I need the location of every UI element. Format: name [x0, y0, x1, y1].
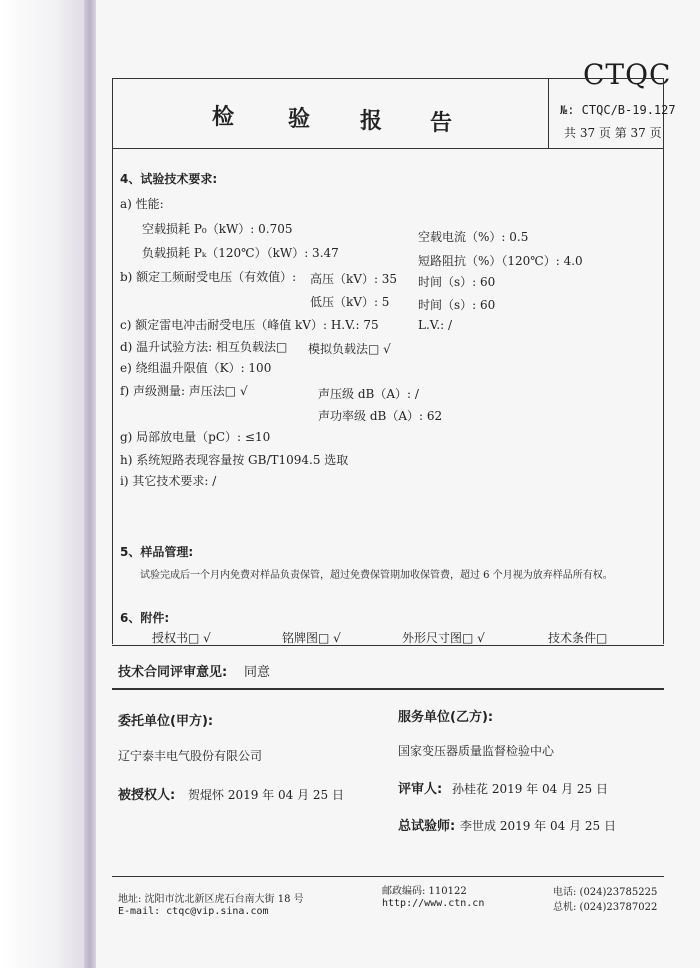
simulated-load-option: 模拟负载法□ √ — [308, 342, 391, 356]
section6-heading: 6、附件: — [120, 611, 170, 625]
section4-heading: 4、试验技术要求: — [120, 172, 218, 186]
title-char-2: 验 — [288, 107, 311, 132]
parties-top-rule — [112, 688, 664, 690]
report-number: №: CTQC/B-19.127 — [560, 103, 676, 117]
attachment-outline-drawing: 外形尺寸图□ √ — [402, 631, 485, 645]
header-divider — [548, 78, 549, 148]
title-char-4: 告 — [430, 111, 453, 136]
title-char-3: 报 — [360, 109, 383, 134]
contract-review-label: 技术合同评审意见: — [118, 665, 228, 680]
performance-label: a) 性能: — [120, 197, 164, 211]
header-bottom-rule — [112, 148, 664, 149]
short-circuit-impedance: 短路阻抗（%）（120℃）: 4.0 — [418, 254, 583, 268]
chief-tester-signature-date: 李世成 2019 年 04 月 25 日 — [460, 819, 616, 833]
service-provider-name: 国家变压器质量监督检验中心 — [398, 744, 555, 758]
footer-phone: 电话: (024)23785225 — [553, 887, 658, 898]
frame-right-border — [663, 78, 664, 644]
sound-pressure-level: 声压级 dB（A）: / — [318, 387, 419, 401]
no-load-current: 空载电流（%）: 0.5 — [418, 230, 529, 244]
section5-heading: 5、样品管理: — [120, 545, 194, 559]
contract-review-value: 同意 — [244, 665, 271, 680]
client-name: 辽宁泰丰电气股份有限公司 — [118, 749, 263, 763]
frame-left-border — [112, 78, 113, 644]
power-frequency-withstand: b) 额定工频耐受电压（有效值）: — [120, 270, 297, 284]
header-top-rule — [112, 78, 664, 79]
reviewer-signature-date: 孙桂花 2019 年 04 月 25 日 — [452, 782, 608, 796]
reviewer-label: 评审人: — [398, 782, 443, 797]
attachment-authorization: 授权书□ √ — [152, 631, 211, 645]
lv-withstand-voltage: 低压（kV）: 5 — [310, 295, 390, 309]
title-char-1: 检 — [212, 105, 235, 130]
footer-address: 地址: 沈阳市沈北新区虎石台南大街 18 号 — [118, 894, 304, 905]
page-count: 共 37 页 第 37 页 — [564, 126, 662, 140]
hv-withstand-voltage: 高压（kV）: 35 — [310, 272, 398, 286]
footer-postcode: 邮政编码: 110122 — [382, 886, 467, 897]
service-provider-label: 服务单位(乙方): — [398, 710, 494, 725]
client-label: 委托单位(甲方): — [118, 714, 214, 729]
footer-rule — [112, 876, 664, 877]
temperature-rise-method: d) 温升试验方法: 相互负载法□ — [120, 340, 288, 354]
attachment-nameplate: 铭牌图□ √ — [282, 631, 341, 645]
brand-logo-text: CTQC — [583, 58, 672, 91]
chief-tester-label: 总试验师: — [398, 819, 456, 834]
lightning-impulse-withstand: c) 额定雷电冲击耐受电压（峰值 kV）: H.V.: 75 — [120, 318, 379, 332]
sample-management-text: 试验完成后一个月内免费对样品负责保管，超过免费保管期加收保管费，超过 6 个月视为放弃样品所有权。 — [140, 570, 613, 581]
lv-withstand-time: 时间（s）: 60 — [418, 298, 496, 312]
attachment-technical-conditions: 技术条件□ — [548, 631, 608, 645]
sound-level-measurement: f) 声级测量: 声压法□ √ — [120, 384, 248, 398]
winding-temperature-rise-limit: e) 绕组温升限值（K）: 100 — [120, 361, 272, 375]
sound-power-level: 声功率级 dB（A）: 62 — [318, 409, 443, 423]
other-requirements: i) 其它技术要求: / — [120, 474, 217, 488]
authorized-person-label: 被授权人: — [118, 788, 176, 803]
page-edge — [84, 0, 96, 968]
review-top-rule — [112, 645, 664, 646]
load-loss: 负载损耗 Pₖ（120℃）（kW）: 3.47 — [142, 246, 339, 260]
footer-email: E-mail: ctqc@vip.sina.com — [118, 906, 269, 917]
authorized-person-signature-date: 贺焜怀 2019 年 04 月 25 日 — [188, 788, 344, 802]
footer-website: http://www.ctn.cn — [382, 898, 485, 909]
short-circuit-capacity: h) 系统短路表现容量按 GB/T1094.5 选取 — [120, 453, 349, 467]
hv-withstand-time: 时间（s）: 60 — [418, 275, 496, 289]
no-load-loss: 空载损耗 P₀（kW）: 0.705 — [142, 222, 293, 236]
footer-switchboard: 总机: (024)23787022 — [553, 902, 658, 913]
partial-discharge: g) 局部放电量（pC）: ≤10 — [120, 430, 271, 444]
lightning-lv: L.V.: / — [418, 318, 453, 332]
